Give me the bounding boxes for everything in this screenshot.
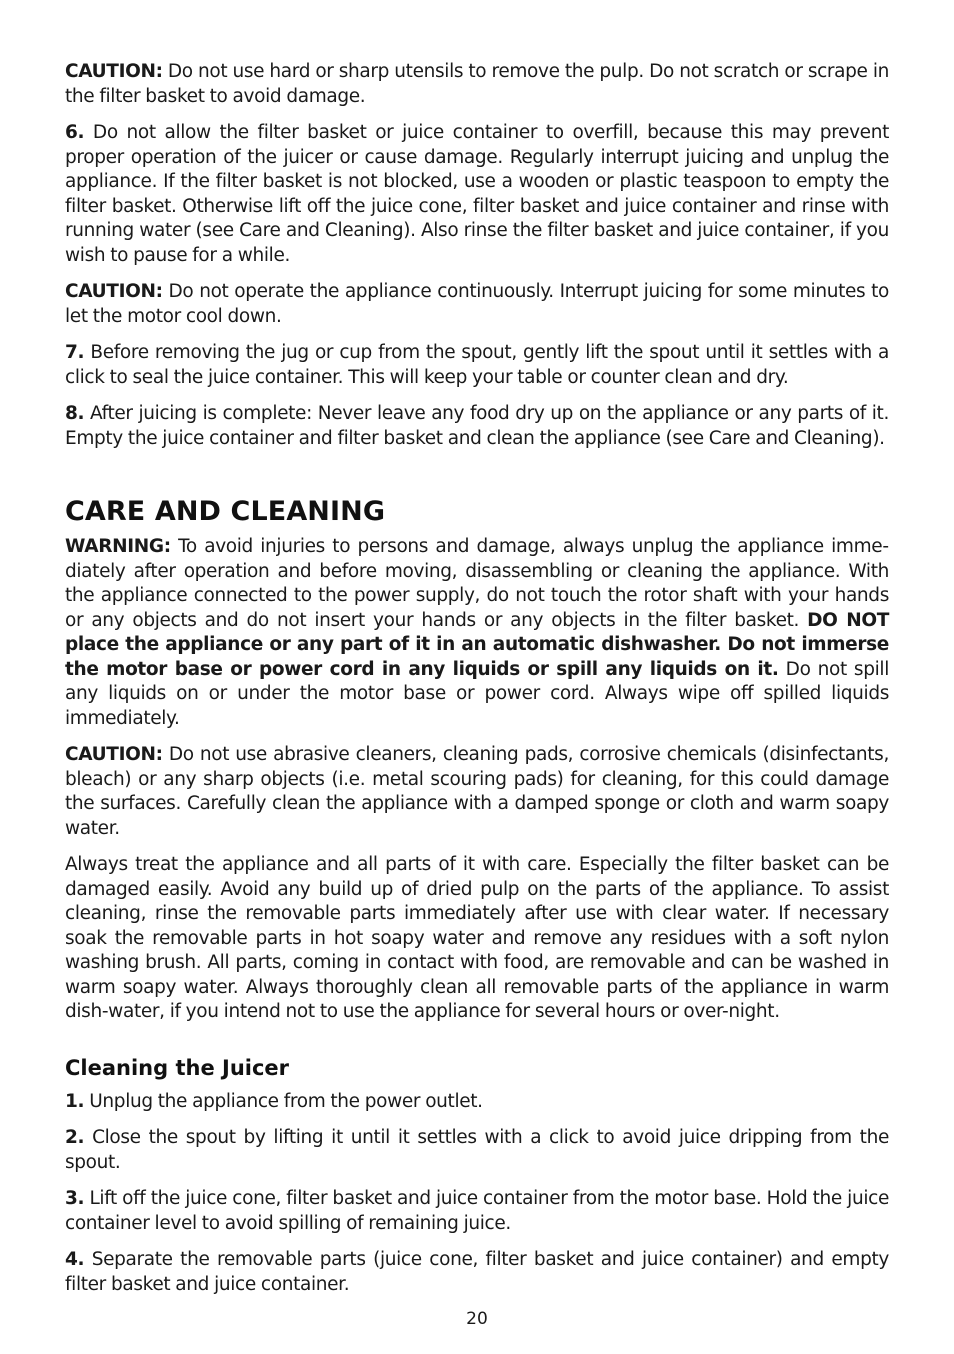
cleaning-step	[65, 1126, 889, 1175]
step-text: After juicing is complete: Never leave any food dry up on the appliance or any parts of it. Empty the juice container and filter basket and clean the appliance (see Care and Cleaning).	[65, 403, 889, 449]
cleaning-the-juicer-heading: Cleaning the Juicer	[65, 1055, 290, 1080]
step-8-paragraph	[65, 402, 889, 451]
caution-text: Do not use hard or sharp utensils to remove the pulp. Do not scratch or scrape in the filter basket to avoid damage.	[65, 61, 889, 107]
warning-text: To avoid injuries to persons and damage, always unplug the appliance immediately after operation and before moving, disassembling or cleaning the appliance. With the appliance connected to the power supply, do not touch the rotor shaft with your hands or any objects and do not insert your hands or any objects in the filter basket.	[65, 536, 889, 631]
step-text: Unplug the appliance from the power outlet.	[84, 1090, 483, 1112]
caution-paragraph	[65, 743, 889, 841]
warning-tail-text: Do not spill any liquids on or under the motor base or power cord. Always wipe off spilled liquids immediately.	[65, 658, 889, 729]
step-text: Close the spout by lifting it until it settles with a click to avoid juice dripping from the spout.	[65, 1127, 889, 1173]
cleaning-step	[65, 1187, 889, 1236]
caution-label: CAUTION:	[65, 281, 163, 302]
step-6-paragraph	[65, 121, 889, 268]
step-number: 6.	[65, 122, 85, 143]
caution-label: CAUTION:	[65, 61, 163, 82]
caution-paragraph	[65, 280, 889, 329]
cleaning-step	[65, 1090, 889, 1115]
general-care-paragraph: Always treat the appliance and all parts of it with care. Especially the filter basket can be damaged easily. Avoid any build up of dried pulp on the parts of the appliance. To assist cleaning, rinse the removable parts immediately after use with clear water. If necessary soak the removable parts in hot soapy water and remove any residues with a soft nylon washing brush. All parts, coming in contact with food, are removable and can be washed in warm soapy water. Always thoroughly clean all removable parts of the appliance in warm dish-water, if you intend not to use the appliance for several hours or over-night.	[65, 854, 889, 1022]
step-number: 8.	[65, 403, 85, 424]
step-7-paragraph	[65, 341, 889, 390]
warning-bold-text: DO NOT place the appliance or any part of it in an automatic dishwasher. Do not immerse the motor base or power cord in any liquids or spill any liquids on it.	[65, 609, 889, 680]
warning-paragraph	[65, 535, 889, 731]
manual-page	[65, 60, 889, 1297]
caution-text: Do not operate the appliance continuously. Interrupt juicing for some minutes to let the motor cool down.	[65, 281, 889, 327]
page-number: 20	[466, 1309, 488, 1329]
step-text: Do not allow the filter basket or juice container to overfill, because this may prevent proper operation of the juicer or cause damage. Regularly interrupt juicing and unplug the appliance. If the filter basket is not blocked, use a wooden or plastic teaspoon to empty the filter basket. Otherwise lift off the juice cone, filter basket and juice container and rinse with running water (see Care and Cleaning). Also rinse the filter basket and juice container, if you wish to pause for a while.	[65, 122, 889, 266]
step-text: Separate the removable parts (juice cone, filter basket and juice container) and empty filter basket and juice container.	[65, 1249, 889, 1295]
caution-label: CAUTION:	[65, 744, 163, 765]
step-text: Lift off the juice cone, filter basket and juice container from the motor base. Hold the juice container level to avoid spilling of remaining juice.	[65, 1188, 889, 1234]
step-number: 1.	[65, 1090, 85, 1112]
caution-text: Do not use abrasive cleaners, cleaning pads, corrosive chemicals (disinfectants, bleach) or any sharp objects (i.e. metal scouring pads) for cleaning, for this could damage the surfaces. Carefully clean the appliance with a damped sponge or cloth and warm soapy water.	[65, 744, 889, 839]
cleaning-step	[65, 1248, 889, 1297]
step-number: 3.	[65, 1188, 85, 1209]
warning-label: WARNING:	[65, 536, 171, 557]
step-text: Before removing the jug or cup from the spout, gently lift the spout until it settles with a click to seal the juice container. This will keep your table or counter clean and dry.	[65, 342, 889, 388]
step-number: 2.	[65, 1127, 85, 1148]
caution-paragraph	[65, 60, 889, 109]
care-and-cleaning-heading: CARE AND CLEANING	[65, 496, 386, 527]
step-number: 7.	[65, 342, 85, 363]
step-number: 4.	[65, 1249, 85, 1270]
